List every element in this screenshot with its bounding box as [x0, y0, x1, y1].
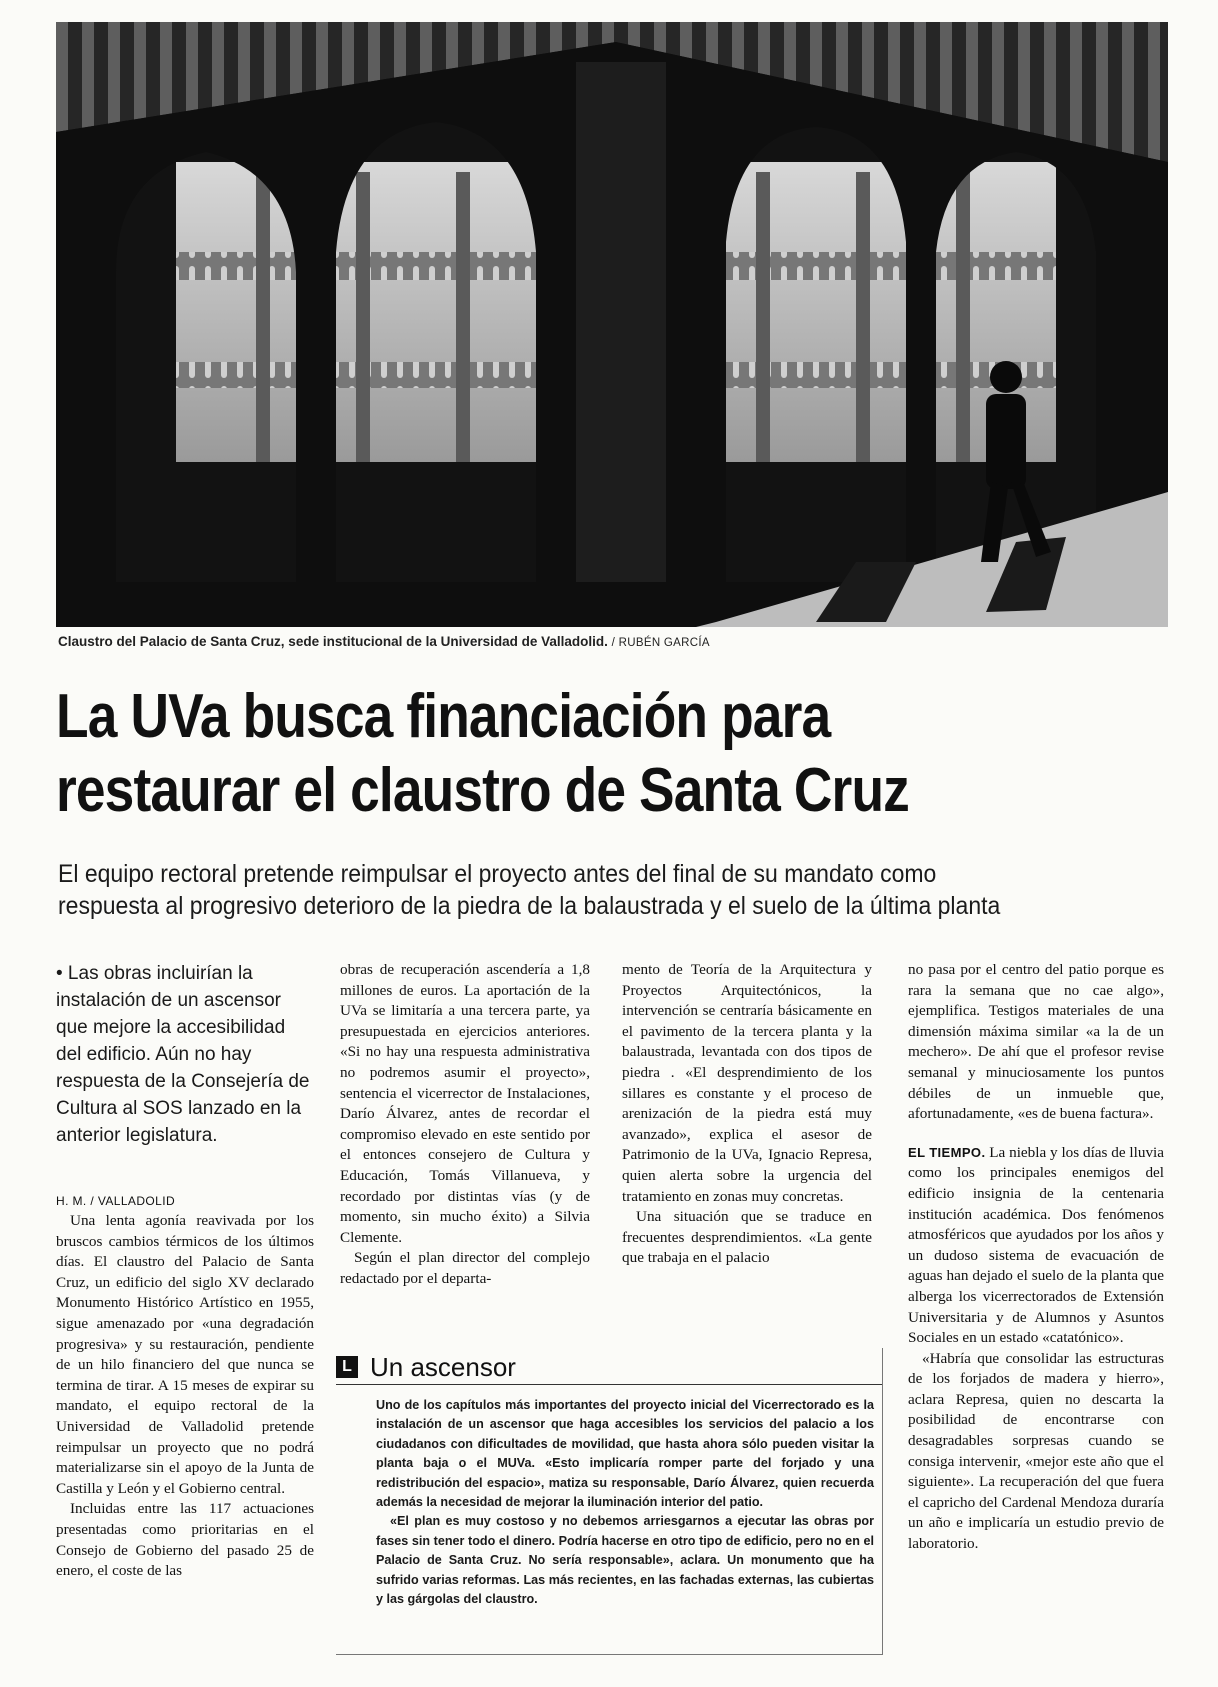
column1-paragraph-2: Incluidas entre las 117 actuaciones presentadas como prioritarias en el Consejo de Gobierno del pasado 25 de enero, el coste de las: [56, 1500, 314, 1580]
subheadline: [58, 858, 1190, 922]
column2-paragraph-1: obras de recuperación ascendería a 1,8 millones de euros. La aportación de la UVa se limitaría a una tercera parte, ya presupuestada en ejercicios anteriores. «Si no hay una respuesta administrativa no podremos asumir el proyecto», sentencia el vicerrector de Instalaciones, Darío Álvarez, antes de recordar el compromiso elevado en este sentido por el entonces consejero de Cultura y Educación, Tomás Villanueva, y recordado por distintas vías (y de momento, sin mucho éxito) a Silvia Clemente.: [340, 961, 590, 1246]
sidebar-header: [336, 1348, 882, 1385]
column1-paragraph-1: Una lenta agonía reavivada por los bruscos cambios térmicos de los últimos días. El claustro del Palacio de Santa Cruz, un edificio del siglo XV declarado Monumento Histórico Artístico en 1955, sigue amenazado por «una degradación progresiva» y su restauración, pendiente de un hilo financiero del que nunca se termina de tirar. A 15 meses de expirar su mandato, el equipo rectoral de la Universidad de Valladolid pretende reimpulsar un proyecto que no podrá materializarse sin el apoyo de la Junta de Castilla y León y el Gobierno central.: [56, 1212, 314, 1497]
sidebar-body: [376, 1396, 874, 1609]
subheadline-line-1: El equipo rectoral pretende reimpulsar el proyecto antes del final de su mandato como: [58, 860, 937, 888]
article-column-3: [622, 960, 872, 1269]
column4-paragraph-2: [908, 1143, 1164, 1349]
cloister-photo: [56, 22, 1168, 627]
sidebar-paragraph-1: Uno de los capítulos más importantes del proyecto inicial del Vicerrectorado es la instalación de un ascensor que haga accesibles los servicios del palacio a los ciudadanos con dificultades de movilidad, que hasta ahora sólo pueden visitar la planta baja o el MUVa. «Esto implicaría romper parte del forjado y una redistribución del espacio», matiza su responsable, Darío Álvarez, quien recuerda además la necesidad de mejorar la iluminación interior del patio.: [376, 1398, 874, 1510]
headline-line-2: restaurar el claustro de Santa Cruz: [56, 756, 909, 825]
article-column-1: [56, 960, 314, 1582]
byline: H. M. / VALLADOLID: [56, 1194, 176, 1208]
sidebar-title: Un ascensor: [370, 1352, 516, 1382]
column3-paragraph-1: mento de Teoría de la Arquitectura y Proyectos Arquitectónicos, la intervención se centraría básicamente en el pavimento de la tercera planta y la balaustrada, levantada con dos tipos de piedra . «El desprendimiento de los sillares es constante y el proceso de arenización de la piedra está muy avanzado», explica el asesor de Patrimonio de la UVa, Ignacio Represa, quien alerta sobre la urgencia del tratamiento en zonas muy concretas.: [622, 961, 872, 1205]
column4-paragraph-3: «Habría que consolidar las estructuras de los forjados de madera y hierro», aclara Represa, quien no descarta la posibilidad de encontrarse con desagradables sorpresas cuando se consiga intervenir, «mejor este año que el siguiente». La recuperación del que fuera el capricho del Cardenal Mendoza duraría un año e implicaría un estudio previo de laboratorio.: [908, 1349, 1164, 1553]
column3-paragraph-2: Una situación que se traduce en frecuentes desprendimientos. «La gente que trabaja en el palacio: [622, 1208, 872, 1267]
lead-summary: • Las obras incluirían la instalación de un ascensor que mejore la accesibilidad del edificio. Aún no hay respuesta de la Consejería de Cultura al SOS lanzado en la anterior legislatura.: [56, 963, 310, 1146]
headline: [56, 680, 1174, 828]
sidebar-paragraph-2: «El plan es muy costoso y no debemos arriesgarnos a ejecutar las obras por fases sin tener todo el dinero. Podría hacerse en otro tipo de edificio, pero no en el Palacio de Santa Cruz. No sería responsable», aclara. Un monumento que ha sufrido varias reformas. Las más recientes, en las fachadas externas, las cubiertas y las gárgolas del claustro.: [376, 1514, 874, 1607]
section-marker-icon: L: [336, 1356, 358, 1378]
column4-paragraph-2-text: La niebla y los días de lluvia como los principales enemigos del edificio insignia de la centenaria institución académica. Dos fenómenos atmosféricos que ayudados por los años y un dudoso sistema de evacuación de aguas han dejado el suelo de la planta que alberga los vicerrectorados de Extensión Universitaria y de Alumnos y Asuntos Sociales en un estado «catatónico».: [908, 1143, 1165, 1347]
photo-credit: / RUBÉN GARCÍA: [611, 637, 710, 649]
section-runin-heading: EL TIEMPO.: [908, 1144, 986, 1160]
column2-paragraph-2: Según el plan director del complejo redactado por el departa-: [340, 1249, 590, 1287]
subheadline-line-2: respuesta al progresivo deterioro de la piedra de la balaustrada y el suelo de la última planta: [58, 892, 1001, 920]
column4-paragraph-1: no pasa por el centro del patio porque es rara la semana que no cae algo», ejemplifica. Testigos materiales de una dimensión máxima similar «a la de un mechero». De ahí que el profesor revise semanal y minuciosamente los puntos débiles de un inmueble que, afortunadamente, «es de buena factura».: [908, 961, 1164, 1123]
sidebar-box: [336, 1348, 883, 1655]
headline-line-1: La UVa busca financiación para: [56, 682, 831, 751]
caption-text: Claustro del Palacio de Santa Cruz, sede institucional de la Universidad de Valladolid.: [58, 634, 608, 649]
article-column-4: [908, 960, 1164, 1555]
cloister-illustration: [56, 22, 1168, 627]
photo-caption: [58, 634, 1168, 649]
article-column-2: [340, 960, 590, 1290]
